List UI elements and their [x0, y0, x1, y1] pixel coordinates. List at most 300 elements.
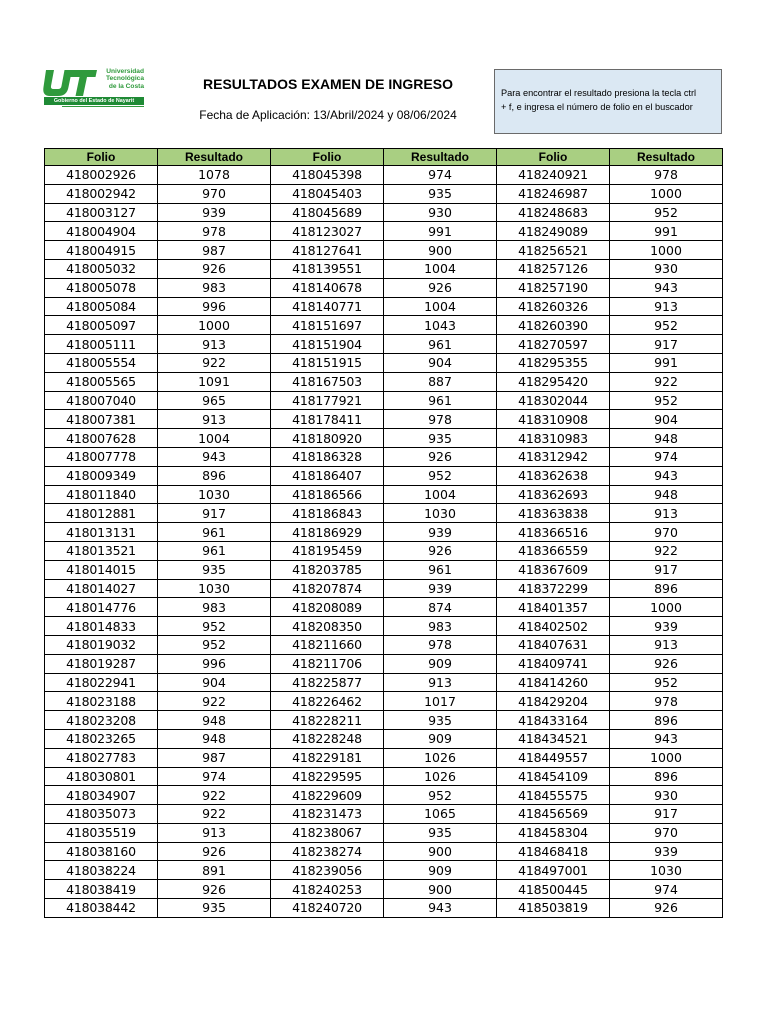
folio-cell: 418434521 — [497, 729, 610, 748]
folio-cell: 418240921 — [497, 166, 610, 185]
folio-cell: 418195459 — [271, 541, 384, 560]
folio-cell: 418497001 — [497, 861, 610, 880]
folio-cell: 418401357 — [497, 598, 610, 617]
resultado-cell: 978 — [384, 410, 497, 429]
table-row — [45, 372, 723, 391]
folio-cell: 418140771 — [271, 297, 384, 316]
folio-cell: 418151904 — [271, 335, 384, 354]
resultado-cell: 948 — [158, 729, 271, 748]
table-row — [45, 842, 723, 861]
resultado-cell: 1030 — [158, 485, 271, 504]
results-table — [44, 148, 723, 918]
resultado-cell: 930 — [384, 203, 497, 222]
resultado-cell: 913 — [158, 410, 271, 429]
resultado-cell: 887 — [384, 372, 497, 391]
resultado-cell: 935 — [158, 560, 271, 579]
folio-cell: 418014015 — [45, 560, 158, 579]
folio-cell: 418240253 — [271, 880, 384, 899]
folio-cell: 418005097 — [45, 316, 158, 335]
resultado-cell: 900 — [384, 842, 497, 861]
resultado-cell: 970 — [158, 184, 271, 203]
folio-cell: 418003127 — [45, 203, 158, 222]
table-row — [45, 748, 723, 767]
resultado-cell: 935 — [384, 823, 497, 842]
folio-cell: 418203785 — [271, 560, 384, 579]
folio-cell: 418023188 — [45, 692, 158, 711]
resultado-cell: 909 — [384, 654, 497, 673]
resultado-cell: 974 — [158, 767, 271, 786]
resultado-cell: 1000 — [610, 748, 723, 767]
resultado-cell: 926 — [384, 541, 497, 560]
folio-cell: 418022941 — [45, 673, 158, 692]
resultado-cell: 987 — [158, 241, 271, 260]
resultado-cell: 917 — [610, 335, 723, 354]
table-row — [45, 410, 723, 429]
resultado-cell: 961 — [158, 523, 271, 542]
table-row — [45, 861, 723, 880]
resultado-cell: 922 — [158, 786, 271, 805]
resultado-cell: 1000 — [610, 598, 723, 617]
folio-cell: 418228248 — [271, 729, 384, 748]
folio-cell: 418180920 — [271, 429, 384, 448]
resultado-cell: 1004 — [158, 429, 271, 448]
logo-line-3: de la Costa — [108, 82, 144, 90]
column-header-folio: Folio — [271, 149, 384, 166]
table-row — [45, 673, 723, 692]
resultado-cell: 961 — [158, 541, 271, 560]
table-row — [45, 560, 723, 579]
table-row — [45, 654, 723, 673]
resultado-cell: 948 — [610, 429, 723, 448]
folio-cell: 418011840 — [45, 485, 158, 504]
note-line-2: + f, e ingresa el número de folio en el buscador — [501, 102, 693, 112]
resultado-cell: 939 — [384, 523, 497, 542]
resultado-cell: 987 — [158, 748, 271, 767]
resultado-cell: 970 — [610, 523, 723, 542]
folio-cell: 418007381 — [45, 410, 158, 429]
folio-cell: 418034907 — [45, 786, 158, 805]
folio-cell: 418208089 — [271, 598, 384, 617]
logo-government-bar: Gobierno del Estado de Nayarit — [44, 97, 144, 105]
folio-cell: 418208350 — [271, 617, 384, 636]
folio-cell: 418004915 — [45, 241, 158, 260]
folio-cell: 418295355 — [497, 353, 610, 372]
resultado-cell: 909 — [384, 729, 497, 748]
resultado-cell: 978 — [610, 692, 723, 711]
column-header-resultado: Resultado — [158, 149, 271, 166]
folio-cell: 418005032 — [45, 259, 158, 278]
resultado-cell: 983 — [384, 617, 497, 636]
resultado-cell: 1004 — [384, 259, 497, 278]
table-row — [45, 823, 723, 842]
folio-cell: 418027783 — [45, 748, 158, 767]
resultado-cell: 1065 — [384, 805, 497, 824]
table-row — [45, 203, 723, 222]
ut-logo-icon — [42, 68, 98, 98]
resultado-cell: 913 — [158, 823, 271, 842]
folio-cell: 418014027 — [45, 579, 158, 598]
resultado-cell: 952 — [610, 391, 723, 410]
resultado-cell: 1043 — [384, 316, 497, 335]
resultado-cell: 926 — [384, 278, 497, 297]
folio-cell: 418038442 — [45, 899, 158, 918]
resultado-cell: 983 — [158, 278, 271, 297]
column-header-resultado: Resultado — [610, 149, 723, 166]
resultado-cell: 922 — [158, 692, 271, 711]
table-row — [45, 316, 723, 335]
folio-cell: 418310983 — [497, 429, 610, 448]
folio-cell: 418186328 — [271, 447, 384, 466]
folio-cell: 418260326 — [497, 297, 610, 316]
resultado-cell: 926 — [158, 842, 271, 861]
folio-cell: 418007040 — [45, 391, 158, 410]
folio-cell: 418177921 — [271, 391, 384, 410]
table-row — [45, 241, 723, 260]
resultado-cell: 917 — [610, 805, 723, 824]
resultado-cell: 896 — [158, 466, 271, 485]
table-row — [45, 635, 723, 654]
folio-cell: 418140678 — [271, 278, 384, 297]
folio-cell: 418013131 — [45, 523, 158, 542]
resultado-cell: 974 — [610, 447, 723, 466]
table-row — [45, 805, 723, 824]
resultado-cell: 952 — [158, 635, 271, 654]
resultado-cell: 939 — [610, 842, 723, 861]
folio-cell: 418045403 — [271, 184, 384, 203]
folio-cell: 418035073 — [45, 805, 158, 824]
folio-cell: 418239056 — [271, 861, 384, 880]
resultado-cell: 965 — [158, 391, 271, 410]
folio-cell: 418002926 — [45, 166, 158, 185]
folio-cell: 418229609 — [271, 786, 384, 805]
resultado-cell: 943 — [158, 447, 271, 466]
resultado-cell: 952 — [610, 673, 723, 692]
resultado-cell: 904 — [158, 673, 271, 692]
folio-cell: 418256521 — [497, 241, 610, 260]
logo-line-2: Tecnológica — [106, 75, 144, 83]
resultado-cell: 1000 — [610, 184, 723, 203]
resultado-cell: 952 — [158, 617, 271, 636]
column-header-folio: Folio — [45, 149, 158, 166]
resultado-cell: 913 — [158, 335, 271, 354]
folio-cell: 418186566 — [271, 485, 384, 504]
folio-cell: 418007628 — [45, 429, 158, 448]
resultado-cell: 909 — [384, 861, 497, 880]
table-row — [45, 353, 723, 372]
resultado-cell: 935 — [384, 429, 497, 448]
resultado-cell: 943 — [384, 899, 497, 918]
folio-cell: 418248683 — [497, 203, 610, 222]
folio-cell: 418231473 — [271, 805, 384, 824]
resultado-cell: 922 — [158, 805, 271, 824]
resultado-cell: 952 — [384, 786, 497, 805]
folio-cell: 418229181 — [271, 748, 384, 767]
resultado-cell: 1026 — [384, 767, 497, 786]
folio-cell: 418409741 — [497, 654, 610, 673]
folio-cell: 418260390 — [497, 316, 610, 335]
folio-cell: 418257190 — [497, 278, 610, 297]
table-row — [45, 899, 723, 918]
resultado-cell: 1000 — [610, 241, 723, 260]
resultado-cell: 935 — [158, 899, 271, 918]
resultado-cell: 1078 — [158, 166, 271, 185]
table-row — [45, 485, 723, 504]
resultado-cell: 978 — [610, 166, 723, 185]
resultado-cell: 930 — [610, 786, 723, 805]
folio-cell: 418211660 — [271, 635, 384, 654]
folio-cell: 418310908 — [497, 410, 610, 429]
table-row — [45, 259, 723, 278]
resultado-cell: 974 — [610, 880, 723, 899]
logo-wordmark — [98, 68, 144, 90]
resultado-cell: 1030 — [158, 579, 271, 598]
resultado-cell: 926 — [610, 654, 723, 673]
table-row — [45, 523, 723, 542]
table-row — [45, 692, 723, 711]
resultado-cell: 904 — [384, 353, 497, 372]
table-row — [45, 297, 723, 316]
folio-cell: 418151697 — [271, 316, 384, 335]
resultado-cell: 1000 — [158, 316, 271, 335]
folio-cell: 418178411 — [271, 410, 384, 429]
folio-cell: 418186843 — [271, 504, 384, 523]
folio-cell: 418030801 — [45, 767, 158, 786]
folio-cell: 418312942 — [497, 447, 610, 466]
folio-cell: 418005084 — [45, 297, 158, 316]
folio-cell: 418295420 — [497, 372, 610, 391]
resultado-cell: 913 — [610, 297, 723, 316]
resultado-cell: 935 — [384, 711, 497, 730]
resultado-cell: 1004 — [384, 485, 497, 504]
folio-cell: 418407631 — [497, 635, 610, 654]
logo-line-1: Universidad — [106, 68, 144, 75]
resultado-cell: 913 — [384, 673, 497, 692]
resultado-cell: 891 — [158, 861, 271, 880]
folio-cell: 418019032 — [45, 635, 158, 654]
folio-cell: 418429204 — [497, 692, 610, 711]
folio-cell: 418002942 — [45, 184, 158, 203]
folio-cell: 418186929 — [271, 523, 384, 542]
table-row — [45, 466, 723, 485]
folio-cell: 418302044 — [497, 391, 610, 410]
resultado-cell: 922 — [610, 541, 723, 560]
table-row — [45, 184, 723, 203]
resultado-cell: 917 — [610, 560, 723, 579]
resultado-cell: 943 — [610, 466, 723, 485]
resultado-cell: 978 — [384, 635, 497, 654]
resultado-cell: 948 — [158, 711, 271, 730]
resultado-cell: 874 — [384, 598, 497, 617]
table-row — [45, 598, 723, 617]
resultado-cell: 1026 — [384, 748, 497, 767]
folio-cell: 418458304 — [497, 823, 610, 842]
folio-cell: 418366559 — [497, 541, 610, 560]
folio-cell: 418249089 — [497, 222, 610, 241]
resultado-cell: 900 — [384, 880, 497, 899]
resultado-cell: 935 — [384, 184, 497, 203]
column-header-folio: Folio — [497, 149, 610, 166]
resultado-cell: 917 — [158, 504, 271, 523]
resultado-cell: 961 — [384, 560, 497, 579]
resultado-cell: 926 — [158, 259, 271, 278]
folio-cell: 418503819 — [497, 899, 610, 918]
folio-cell: 418038224 — [45, 861, 158, 880]
table-row — [45, 166, 723, 185]
resultado-cell: 978 — [158, 222, 271, 241]
resultado-cell: 952 — [610, 203, 723, 222]
resultado-cell: 900 — [384, 241, 497, 260]
table-row — [45, 729, 723, 748]
folio-cell: 418270597 — [497, 335, 610, 354]
resultado-cell: 896 — [610, 767, 723, 786]
folio-cell: 418007778 — [45, 447, 158, 466]
folio-cell: 418123027 — [271, 222, 384, 241]
folio-cell: 418207874 — [271, 579, 384, 598]
folio-cell: 418456569 — [497, 805, 610, 824]
folio-cell: 418139551 — [271, 259, 384, 278]
resultado-cell: 1030 — [610, 861, 723, 880]
folio-cell: 418014776 — [45, 598, 158, 617]
folio-cell: 418225877 — [271, 673, 384, 692]
note-line-1: Para encontrar el resultado presiona la tecla ctrl — [501, 88, 697, 98]
resultado-cell: 930 — [610, 259, 723, 278]
table-row — [45, 447, 723, 466]
column-header-resultado: Resultado — [384, 149, 497, 166]
folio-cell: 418127641 — [271, 241, 384, 260]
folio-cell: 418449557 — [497, 748, 610, 767]
folio-cell: 418023208 — [45, 711, 158, 730]
folio-cell: 418009349 — [45, 466, 158, 485]
resultado-cell: 939 — [384, 579, 497, 598]
resultado-cell: 939 — [158, 203, 271, 222]
folio-cell: 418005078 — [45, 278, 158, 297]
resultado-cell: 922 — [610, 372, 723, 391]
table-row — [45, 335, 723, 354]
folio-cell: 418500445 — [497, 880, 610, 899]
folio-cell: 418240720 — [271, 899, 384, 918]
folio-cell: 418045689 — [271, 203, 384, 222]
folio-cell: 418238067 — [271, 823, 384, 842]
resultado-cell: 922 — [158, 353, 271, 372]
resultado-cell: 913 — [610, 504, 723, 523]
resultado-cell: 1091 — [158, 372, 271, 391]
table-body — [45, 166, 723, 918]
resultado-cell: 943 — [610, 729, 723, 748]
resultado-cell: 991 — [610, 222, 723, 241]
table-row — [45, 222, 723, 241]
resultado-cell: 943 — [610, 278, 723, 297]
table-row — [45, 786, 723, 805]
university-logo — [42, 68, 146, 110]
folio-cell: 418402502 — [497, 617, 610, 636]
folio-cell: 418257126 — [497, 259, 610, 278]
folio-cell: 418013521 — [45, 541, 158, 560]
folio-cell: 418367609 — [497, 560, 610, 579]
table-header-row — [45, 149, 723, 166]
resultado-cell: 926 — [384, 447, 497, 466]
table-row — [45, 429, 723, 448]
table-row — [45, 711, 723, 730]
folio-cell: 418005565 — [45, 372, 158, 391]
folio-cell: 418246987 — [497, 184, 610, 203]
table-row — [45, 504, 723, 523]
folio-cell: 418023265 — [45, 729, 158, 748]
resultado-cell: 926 — [158, 880, 271, 899]
folio-cell: 418362693 — [497, 485, 610, 504]
folio-cell: 418363838 — [497, 504, 610, 523]
table-row — [45, 767, 723, 786]
application-date: Fecha de Aplicación: 13/Abril/2024 y 08/06/2024 — [199, 108, 457, 122]
folio-cell: 418455575 — [497, 786, 610, 805]
folio-cell: 418468418 — [497, 842, 610, 861]
folio-cell: 418038160 — [45, 842, 158, 861]
logo-underline — [62, 106, 144, 110]
resultado-cell: 904 — [610, 410, 723, 429]
folio-cell: 418004904 — [45, 222, 158, 241]
folio-cell: 418372299 — [497, 579, 610, 598]
resultado-cell: 913 — [610, 635, 723, 654]
resultado-cell: 1030 — [384, 504, 497, 523]
resultado-cell: 896 — [610, 711, 723, 730]
resultado-cell: 983 — [158, 598, 271, 617]
folio-cell: 418167503 — [271, 372, 384, 391]
table-row — [45, 391, 723, 410]
resultado-cell: 996 — [158, 297, 271, 316]
table-row — [45, 541, 723, 560]
folio-cell: 418366516 — [497, 523, 610, 542]
table-row — [45, 617, 723, 636]
resultado-cell: 896 — [610, 579, 723, 598]
table-row — [45, 278, 723, 297]
folio-cell: 418229595 — [271, 767, 384, 786]
resultado-cell: 1004 — [384, 297, 497, 316]
folio-cell: 418228211 — [271, 711, 384, 730]
resultado-cell: 952 — [610, 316, 723, 335]
resultado-cell: 939 — [610, 617, 723, 636]
folio-cell: 418019287 — [45, 654, 158, 673]
folio-cell: 418226462 — [271, 692, 384, 711]
resultado-cell: 1017 — [384, 692, 497, 711]
folio-cell: 418012881 — [45, 504, 158, 523]
resultado-cell: 991 — [610, 353, 723, 372]
resultado-cell: 926 — [610, 899, 723, 918]
folio-cell: 418151915 — [271, 353, 384, 372]
folio-cell: 418005554 — [45, 353, 158, 372]
table-row — [45, 880, 723, 899]
resultado-cell: 996 — [158, 654, 271, 673]
folio-cell: 418454109 — [497, 767, 610, 786]
search-instructions-note — [494, 69, 722, 134]
folio-cell: 418035519 — [45, 823, 158, 842]
folio-cell: 418238274 — [271, 842, 384, 861]
folio-cell: 418005111 — [45, 335, 158, 354]
resultado-cell: 961 — [384, 335, 497, 354]
resultado-cell: 948 — [610, 485, 723, 504]
page-title: RESULTADOS EXAMEN DE INGRESO — [203, 76, 453, 92]
table-row — [45, 579, 723, 598]
folio-cell: 418038419 — [45, 880, 158, 899]
folio-cell: 418211706 — [271, 654, 384, 673]
resultado-cell: 991 — [384, 222, 497, 241]
folio-cell: 418414260 — [497, 673, 610, 692]
folio-cell: 418362638 — [497, 466, 610, 485]
folio-cell: 418014833 — [45, 617, 158, 636]
folio-cell: 418045398 — [271, 166, 384, 185]
resultado-cell: 970 — [610, 823, 723, 842]
resultado-cell: 952 — [384, 466, 497, 485]
folio-cell: 418186407 — [271, 466, 384, 485]
folio-cell: 418433164 — [497, 711, 610, 730]
